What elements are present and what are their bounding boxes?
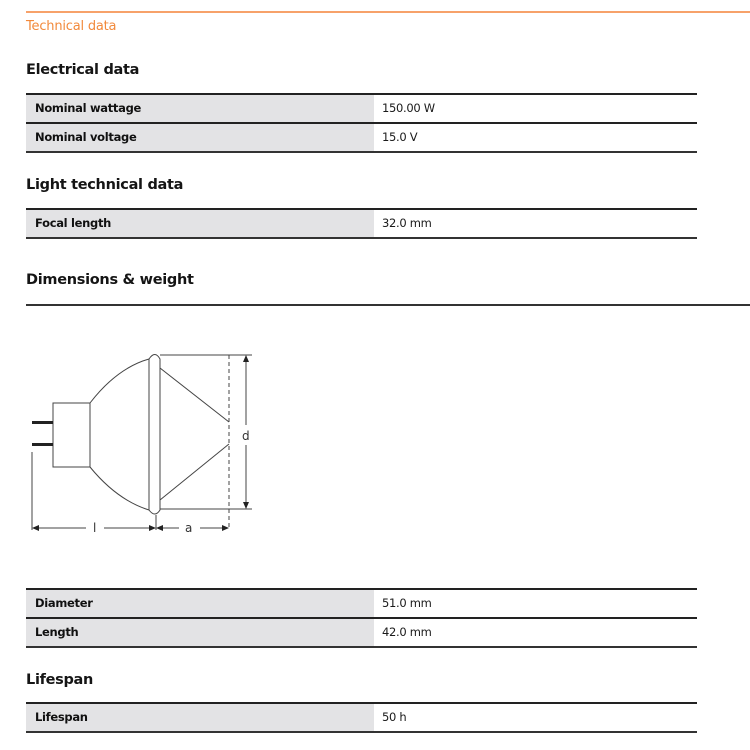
section-title-light: Light technical data	[26, 177, 184, 193]
lamp-pin-lower	[32, 443, 53, 446]
table-row	[26, 617, 697, 648]
page-title: Technical data	[26, 19, 117, 34]
top-accent-rule	[26, 11, 750, 13]
dim-a-label: a	[185, 521, 193, 535]
table-row	[26, 208, 697, 239]
arrowhead	[149, 525, 156, 531]
dim-l-label: l	[93, 521, 97, 535]
section-title-electrical: Electrical data	[26, 62, 140, 78]
lamp-dimension-diagram	[22, 340, 262, 540]
arrowhead	[32, 525, 39, 531]
lamp-rim	[149, 355, 160, 515]
light-cone-lower	[160, 444, 229, 500]
row-value: 51.0 mm	[374, 590, 697, 617]
arrowhead	[222, 525, 229, 531]
section-divider	[26, 304, 750, 306]
row-label: Lifespan	[26, 704, 374, 731]
table-row	[26, 702, 697, 733]
row-label: Nominal wattage	[26, 95, 374, 122]
row-label: Focal length	[26, 210, 374, 237]
row-value: 32.0 mm	[374, 210, 697, 237]
light-table	[26, 208, 697, 239]
lamp-base	[53, 403, 90, 467]
row-value: 42.0 mm	[374, 619, 697, 646]
lamp-pin-upper	[32, 421, 53, 424]
table-row	[26, 122, 697, 153]
section-title-lifespan: Lifespan	[26, 672, 94, 688]
dimensions-table	[26, 588, 697, 648]
dim-d-label: d	[242, 429, 250, 443]
arrowhead	[156, 525, 163, 531]
row-label: Nominal voltage	[26, 124, 374, 151]
row-value: 15.0 V	[374, 124, 697, 151]
row-value: 50 h	[374, 704, 697, 731]
row-label: Diameter	[26, 590, 374, 617]
section-title-dimensions: Dimensions & weight	[26, 272, 194, 288]
table-row	[26, 588, 697, 617]
lamp-reflector	[90, 359, 149, 510]
arrowhead	[243, 502, 249, 509]
electrical-table	[26, 93, 697, 153]
arrowhead	[243, 355, 249, 362]
light-cone-upper	[160, 368, 229, 422]
row-label: Length	[26, 619, 374, 646]
row-value: 150.00 W	[374, 95, 697, 122]
table-row	[26, 93, 697, 122]
lifespan-table	[26, 702, 697, 733]
